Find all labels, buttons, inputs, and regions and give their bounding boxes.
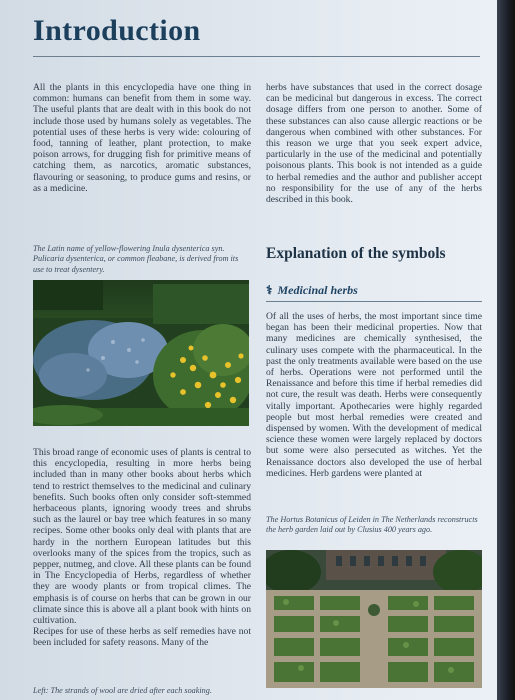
photo-caption-fleabane: The Latin name of yellow-flowering Inula dysenterica syn. Pulicaria dysenterica, or common fleabane, is derived from its use to treat dysentery. — [33, 244, 239, 274]
right-body-paragraph: Of all the uses of herbs, the most important since time began has been their medicinal properties. Now that many medicines are chemically synthesised, the culinary uses compete with the pharmaceutical. In the past the only treatments available were based on the use of herbs. Operations were not performed until the Renaissance and before this time if herbal remedies did not cure, the result was death. Herbs were consequently vitally important. Apothecaries were highly regarded people but most herbal remedies were created and dispensed by women. With the development of medical science these women were largely replaced by doctors but some were also persecuted as witches. Yet the Renaissance doctors also developed the use of herbal medicines. Herb gardens were planted at — [266, 311, 482, 479]
left-body-block — [33, 447, 251, 649]
intro-paragraph-block — [33, 82, 251, 194]
left-body-paragraph: This broad range of economic uses of plants is central to this encyclopedia, resulting in more herbs being included than in many other books about herbs which tend to restrict themselves to the medicinal and culinary benefits. Such books often only consider soft-stemmed herbaceous plants, ignoring woody trees and shrubs such as the laurel or bay tree which features in so many recipes. Some other books only deal with plants that are hardy in the northern European latitudes but this overlooks many of the spices from the tropics, such as pepper, nutmeg, and clove. All these plants can be found in The Encyclopedia of Herbs, regardless of whether they are woody plants or from tropical climes. The emphasis is of course on herbs that can be grown in our climate since this is above all a plant book with hints on cultivation. — [33, 447, 251, 627]
fleabane-garden-image — [33, 280, 249, 426]
leiden-garden-photo — [266, 550, 482, 688]
left-body-paragraph-2: Recipes for use of these herbs as self remedies have not been included for safety reasons. Many of the — [33, 626, 251, 649]
fleabane-photo — [33, 280, 249, 426]
bottom-caption: Left: The strands of wool are dried after each soaking. — [33, 686, 212, 695]
intro-paragraph: All the plants in this encyclopedia have one thing in common: humans can benefit from them in some way. The useful plants that are dealt with in this book do not include those used by humans solely as vegetables. The potential uses of these herbs is very wide: colouring of food, tanning of leather, plant protection, to make poison arrows, for drugging fish for primitive means of catching them, as narcotics, aromatic substances, flavouring or seasoning, to produce gums and resins, or as a medicine. — [33, 82, 251, 194]
caduceus-icon: ⚕ — [266, 283, 273, 297]
subsection-heading-text: Medicinal herbs — [277, 283, 358, 297]
section-heading: Explanation of the symbols — [266, 245, 446, 262]
book-spine-edge — [497, 0, 515, 700]
right-intro-paragraph: herbs have substances that used in the correct dosage can be medicinal but dangerous in excess. The correct dosage differs from one person to another. Some of these substances can also cause allergic reactions or be dangerous when combined with other substances. For this reason we urge that you seek expert advice, particularly in the use of the medicinal and potentially poisonous plants. This book is not intended as a guide to herbal remedies and the author and publisher accept no responsibility for the use of any of the herbs described in this book. — [266, 82, 482, 206]
right-intro-block — [266, 82, 482, 205]
subsection-heading-medicinal — [266, 283, 482, 302]
herb-garden-image — [266, 550, 482, 688]
photo-caption-leiden: The Hortus Botanicus of Leiden in The Netherlands reconstructs the herb garden laid out by Clusius 400 years ago. — [266, 515, 478, 535]
page-title: Introduction — [33, 14, 201, 47]
right-body-block — [266, 311, 482, 479]
title-divider — [33, 56, 480, 57]
